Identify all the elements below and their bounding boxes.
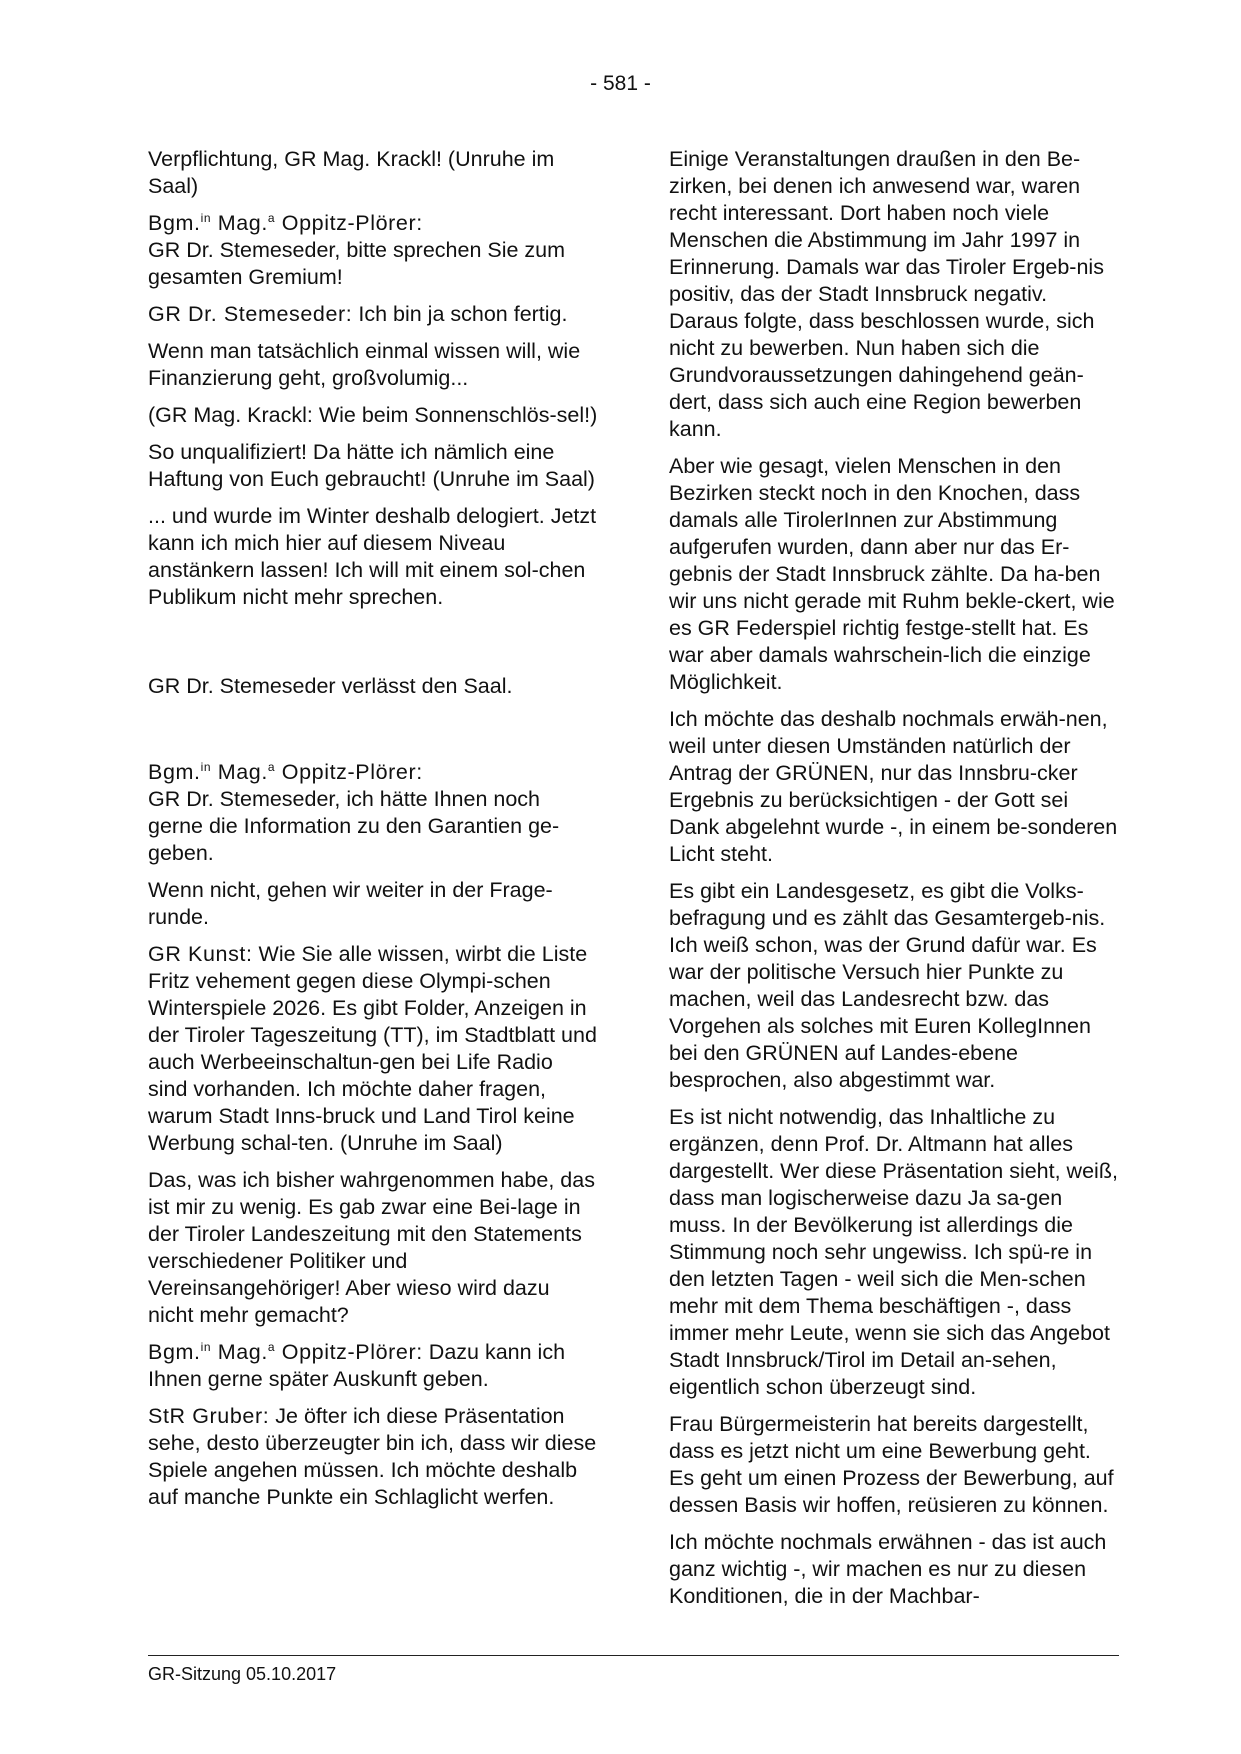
speech-text: Je öfter ich diese Präsentation sehe, desto überzeugter bin ich, dass wir diese Spiele angehen müssen. Ich möchte deshalb auf manche Punkte ein Schlaglicht werfen. xyxy=(148,1404,597,1509)
footer-session-label: GR-Sitzung 05.10.2017 xyxy=(148,1664,337,1684)
speaker-name: GR Kunst: xyxy=(148,942,253,966)
paragraph: Ich möchte das deshalb nochmals erwäh-nen, weil unter diesen Umständen natürlich der Antrag der GRÜNEN, nur das Innsbru-cker Ergebnis zu berücksichtigen - der Gott sei Dank abgelehnt wurde -, in einem be-sonderen Licht steht. xyxy=(669,707,1118,866)
paragraph: Einige Veranstaltungen draußen in den Be-zirken, bei denen ich anwesend war, waren recht interessant. Dort haben noch viele Menschen die Abstimmung im Jahr 1997 in Erinnerung. Damals war das Tiroler Ergeb-nis positiv, das der Stadt Innsbruck negativ. Daraus folgte, dass beschlossen wurde, sich nicht zu bewerben. Nun haben sich die Grundvoraussetzungen dahingehend geän-dert, dass sich auch eine Region bewerben kann. xyxy=(669,147,1104,441)
speaker-paragraph xyxy=(148,210,598,291)
speech-text: GR Dr. Stemeseder, ich hätte Ihnen noch gerne die Information zu den Garantien ge-geben. xyxy=(148,787,560,865)
paragraph: Frau Bürgermeisterin hat bereits dargestellt, dass es jetzt nicht um eine Bewerbung geht. Es geht um einen Prozess der Bewerbung, auf dessen Basis wir hoffen, reüsieren zu können. xyxy=(669,1412,1114,1517)
stage-direction: GR Dr. Stemeseder verlässt den Saal. xyxy=(148,674,513,698)
speaker-paragraph xyxy=(148,1339,598,1393)
paragraph: Wenn nicht, gehen wir weiter in der Frage-runde. xyxy=(148,878,553,929)
speaker-name: GR Dr. Stemeseder: xyxy=(148,302,353,326)
page-number: - 581 - xyxy=(590,72,651,95)
speaker-name: Bgm.$^{in}$ Mag.$^a$ Oppitz-Plörer: xyxy=(148,211,423,235)
right-column xyxy=(669,146,1119,1620)
paragraph: (GR Mag. Krackl: Wie beim Sonnenschlös-sel!) xyxy=(148,403,598,427)
speech-text: Ich bin ja schon fertig. xyxy=(352,302,568,326)
paragraph: Es ist nicht notwendig, das Inhaltliche zu ergänzen, denn Prof. Dr. Altmann hat alles dargestellt. Wer diese Präsentation sieht, weiß, dass man logischerweise dazu Ja sa-gen muss. In der Bevölkerung ist allerdings die Stimmung noch sehr ungewiss. Ich spü-re in den letzten Tagen - weil sich die Men-schen mehr mit dem Thema beschäftigen -, dass immer mehr Leute, wenn sie sich das Angebot Stadt Innsbruck/Tirol im Detail an-sehen, eigentlich schon überzeugt sind. xyxy=(669,1105,1118,1399)
speaker-paragraph xyxy=(148,759,598,867)
speech-text: Dazu kann ich Ihnen gerne später Auskunft geben. xyxy=(148,1340,566,1391)
paragraph: So unqualifiziert! Da hätte ich nämlich eine Haftung von Euch gebraucht! (Unruhe im Saal) xyxy=(148,440,595,491)
speech-text: Wie Sie alle wissen, wirbt die Liste Fritz vehement gegen diese Olympi-schen Winterspiele 2026. Es gibt Folder, Anzeigen in der Tiroler Tageszeitung (TT), im Stadtblatt und auch Werbeeinschaltun-gen bei Life Radio sind vorhanden. Ich möchte daher fragen, warum Stadt Inns-bruck und Land Tirol keine Werbung schal-ten. (Unruhe im Saal) xyxy=(148,942,597,1155)
paragraph: Aber wie gesagt, vielen Menschen in den Bezirken steckt noch in den Knochen, dass damals alle TirolerInnen zur Abstimmung aufgerufen wurden, dann aber nur das Er-gebnis der Stadt Innsbruck zählte. Da ha-ben wir uns nicht gerade mit Ruhm bekle-ckert, wie es GR Federspiel richtig festge-stellt hat. Es war aber damals wahrschein-lich die einzige Möglichkeit. xyxy=(669,454,1115,694)
paragraph: Verpflichtung, GR Mag. Krackl! (Unruhe im Saal) xyxy=(148,147,555,198)
speaker-paragraph xyxy=(148,1403,598,1511)
speaker-name: StR Gruber: xyxy=(148,1404,270,1428)
speaker-name: Bgm.$^{in}$ Mag.$^a$ Oppitz-Plörer: xyxy=(148,1340,423,1364)
speaker-paragraph xyxy=(148,301,598,328)
paragraph: Ich möchte nochmals erwähnen - das ist auch ganz wichtig -, wir machen es nur zu diesen Konditionen, die in der Machbar- xyxy=(669,1530,1107,1608)
speaker-name: Bgm.$^{in}$ Mag.$^a$ Oppitz-Plörer: xyxy=(148,760,423,784)
paragraph: ... und wurde im Winter deshalb delogiert. Jetzt kann ich mich hier auf diesem Niveau anstänkern lassen! Ich will mit einem sol-chen Publikum nicht mehr sprechen. xyxy=(148,504,597,609)
speaker-paragraph xyxy=(148,941,598,1157)
left-column xyxy=(148,146,598,1521)
paragraph: Wenn man tatsächlich einmal wissen will, wie Finanzierung geht, großvolumig... xyxy=(148,339,581,390)
paragraph: Das, was ich bisher wahrgenommen habe, das ist mir zu wenig. Es gab zwar eine Bei-lage in der Tiroler Landeszeitung mit den Statements verschiedener Politiker und Vereinsangehöriger! Aber wieso wird dazu nicht mehr gemacht? xyxy=(148,1168,595,1327)
footer-divider xyxy=(148,1655,1119,1656)
paragraph: Es gibt ein Landesgesetz, es gibt die Volks-befragung und es zählt das Gesamtergeb-nis. Ich weiß schon, was der Grund dafür war. Es war der politische Versuch hier Punkte zu machen, weil das Landesrecht bzw. das Vorgehen als solches mit Euren KollegInnen bei den GRÜNEN auf Landes-ebene besprochen, also abgestimmt war. xyxy=(669,879,1106,1092)
speech-text: GR Dr. Stemeseder, bitte sprechen Sie zum gesamten Gremium! xyxy=(148,238,566,289)
